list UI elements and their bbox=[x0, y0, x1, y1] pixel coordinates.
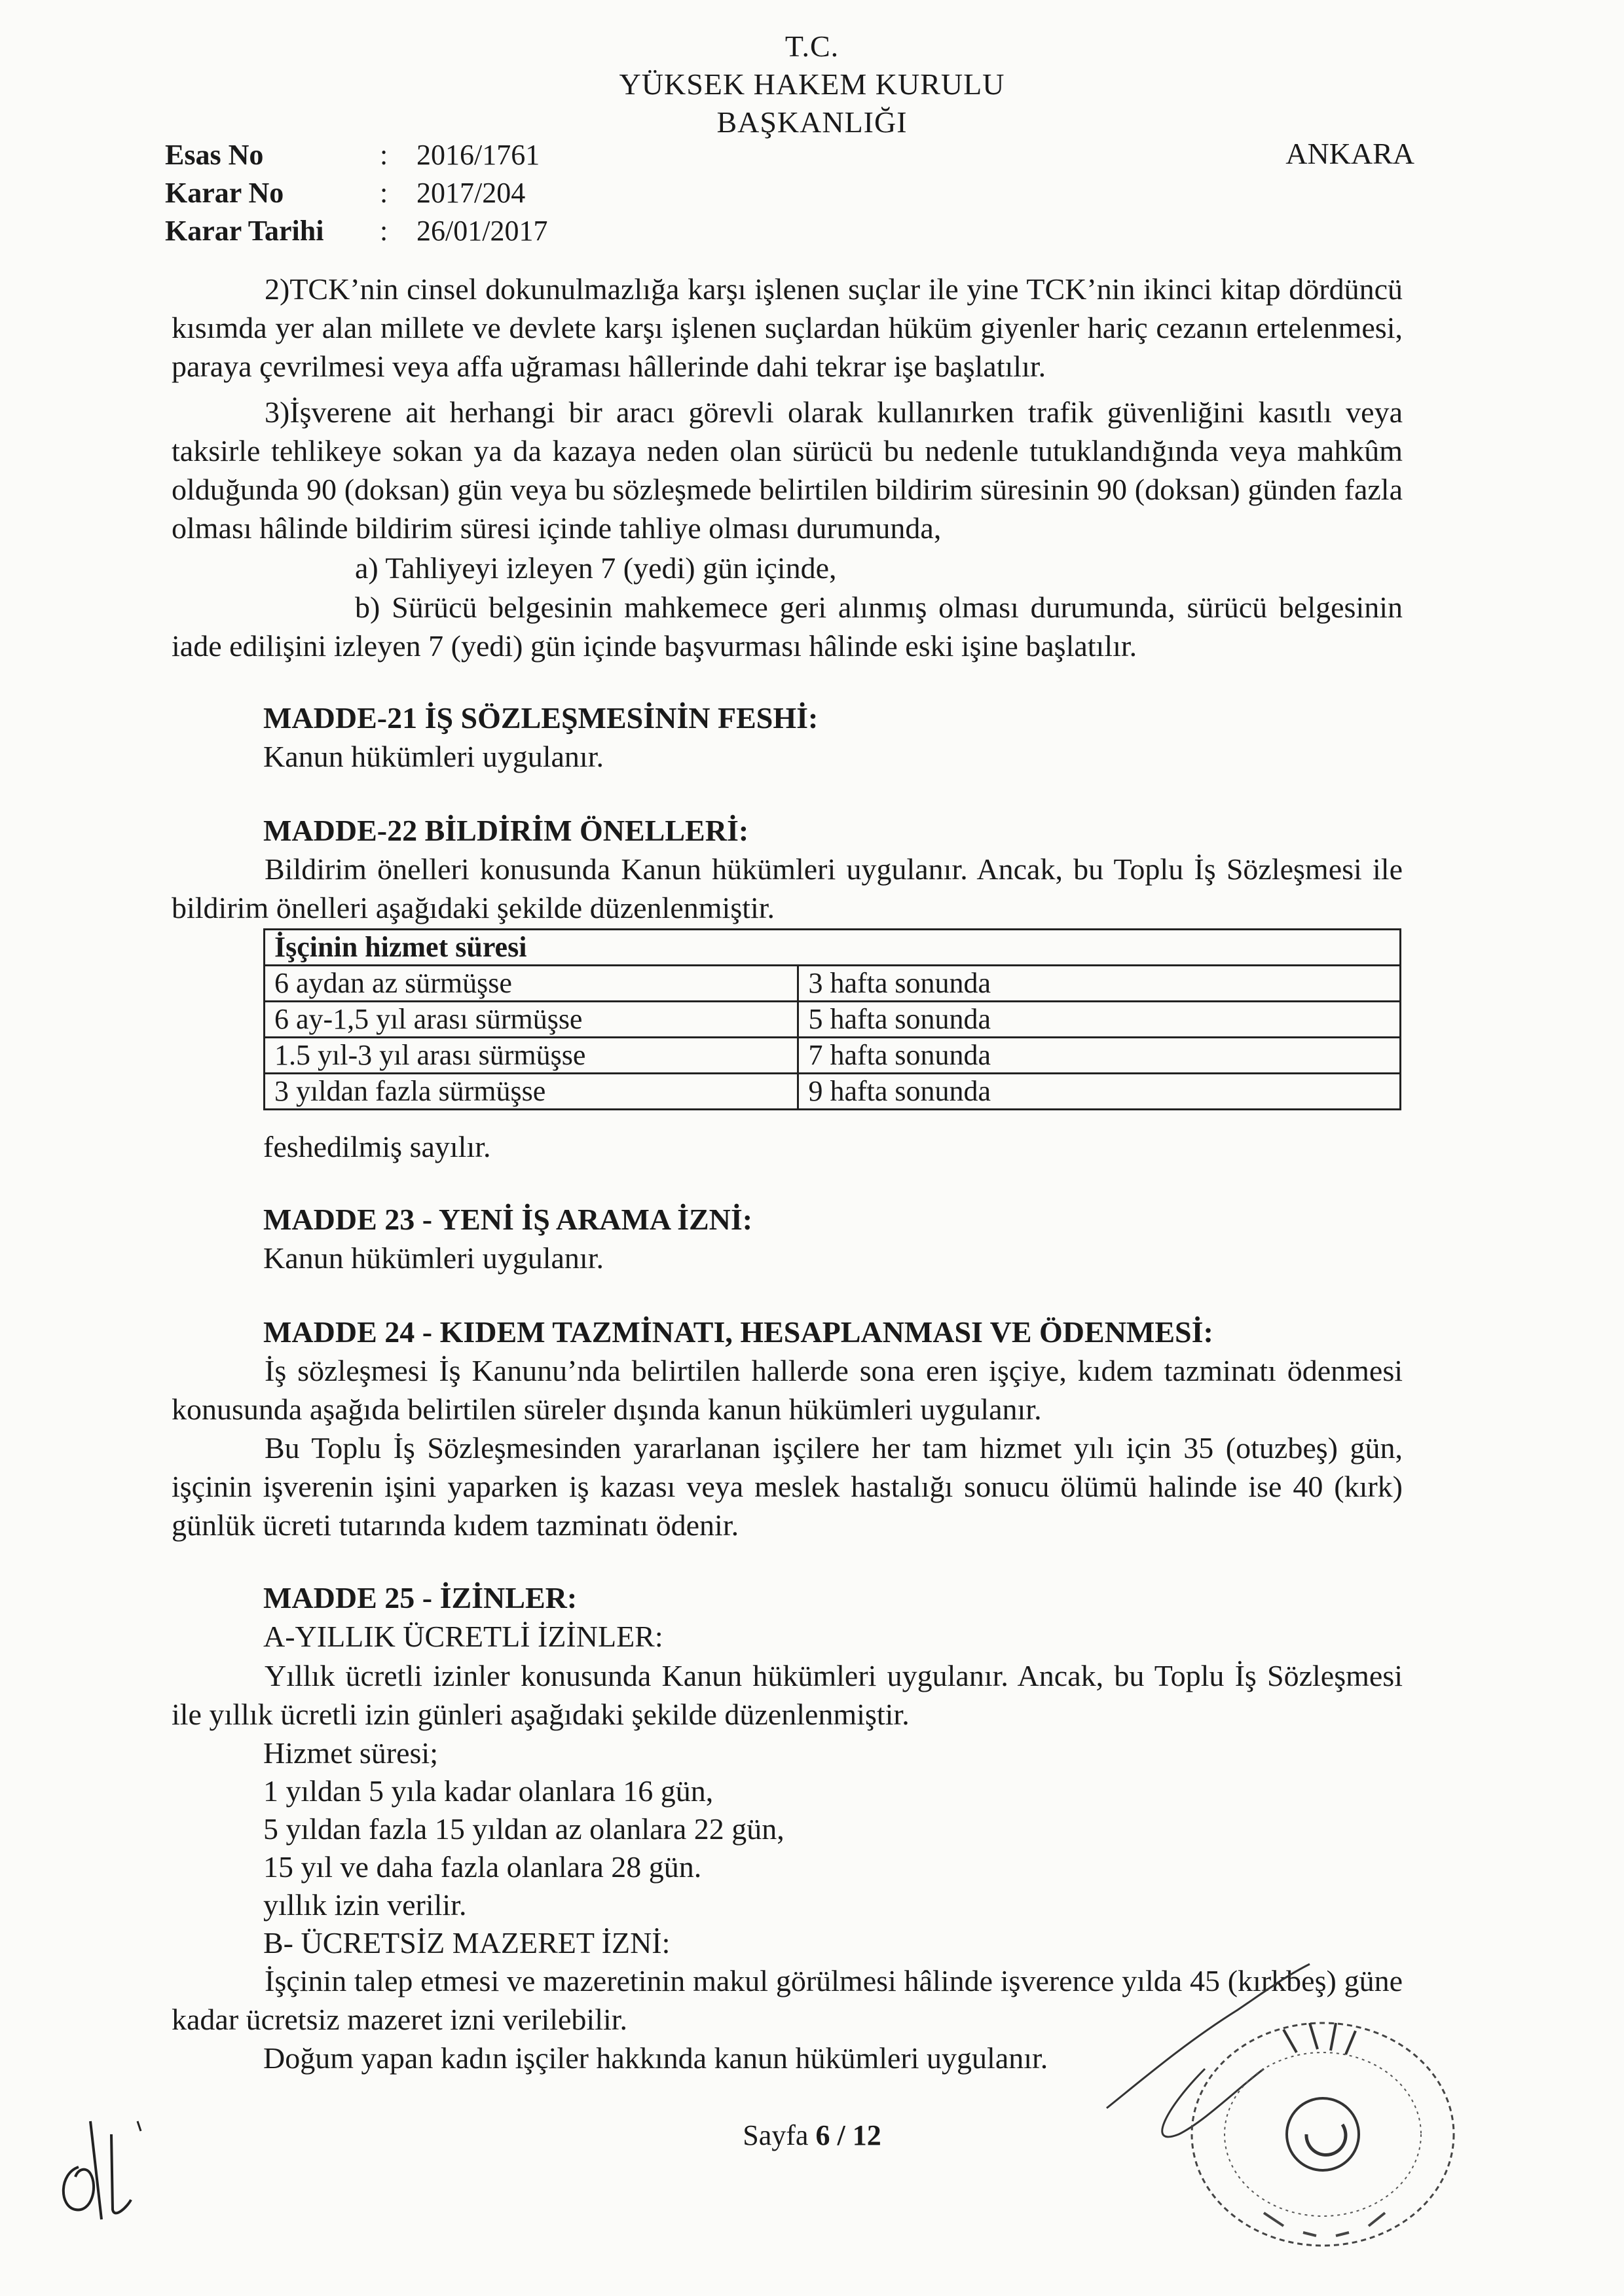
service-label: Hizmet süresi; bbox=[263, 1736, 438, 1770]
table-header-row bbox=[265, 930, 1401, 966]
table-header: İşçinin hizmet süresi bbox=[265, 930, 1401, 966]
article-25-a-text: Yıllık ücretli izinler konusunda Kanun hükümleri uygulanır. Ancak, bu Toplu İş Sözleşmesi ile yıllık ücretli izin günleri aşağıdaki şekilde düzenlenmiştir. bbox=[172, 1659, 1403, 1731]
list-item: 15 yıl ve daha fazla olanlara 28 gün. bbox=[263, 1850, 702, 1884]
table-cell: 3 yıldan fazla sürmüşse bbox=[265, 1074, 798, 1110]
header-office: BAŞKANLIĞI bbox=[716, 105, 908, 139]
table-cell: 3 hafta sonunda bbox=[798, 966, 1401, 1002]
paragraph-tck: 2)TCK’nin cinsel dokunulmazlığa karşı işlenen suçlar ile yine TCK’nin ikinci kitap dördüncü kısımda yer alan millete ve devlete karşı işlenen suçlardan hüküm giyenler hariç cezanın ertelenmesi, paraya çevrilmesi veya affa uğraması hâllerinde dahi tekrar işe başlatılır. bbox=[172, 272, 1403, 383]
article-22-heading: MADDE-22 BİLDİRİM ÖNELLERİ: bbox=[263, 814, 749, 847]
table-row bbox=[265, 966, 1401, 1002]
article-25-b-title: B- ÜCRETSİZ MAZERET İZNİ: bbox=[263, 1926, 671, 1959]
case-meta bbox=[165, 136, 547, 250]
article-24-p1: İş sözleşmesi İş Kanunu’nda belirtilen hallerde sona eren işçiye, kıdem tazminatı ödenmesi konusunda aşağıda belirtilen süreler dışında kanun hükümleri uygulanır. bbox=[172, 1354, 1403, 1426]
table-cell: 6 aydan az sürmüşse bbox=[265, 966, 798, 1002]
paragraph-item-a: a) Tahliyeyi izleyen 7 (yedi) gün içinde, bbox=[355, 551, 837, 585]
table-cell: 7 hafta sonunda bbox=[798, 1038, 1401, 1074]
article-24-p2: Bu Toplu İş Sözleşmesinden yararlanan işçilere her tam hizmet yılı için 35 (otuzbeş) gün, işçinin işverenin işini yaparken iş kazası veya meslek hastalığı sonucu ölümü halinde ise 40 (kırk) günlük ücreti tutarında kıdem tazminatı ödenir. bbox=[172, 1431, 1403, 1542]
header-country: T.C. bbox=[784, 29, 840, 63]
meta-label: Karar Tarihi bbox=[165, 215, 324, 247]
list-item: 1 yıldan 5 yıla kadar olanlara 16 gün, bbox=[263, 1774, 714, 1808]
official-stamp-icon bbox=[1087, 1938, 1493, 2278]
article-25-a-title: A-YILLIK ÜCRETLİ İZİNLER: bbox=[263, 1620, 663, 1653]
article-21-heading: MADDE-21 İŞ SÖZLEŞMESİNİN FESHİ: bbox=[263, 701, 819, 735]
handwritten-initials-icon bbox=[39, 2095, 170, 2239]
article-22-text: Bildirim önelleri konusunda Kanun hükümleri uygulanır. Ancak, bu Toplu İş Sözleşmesi ile bildirim önelleri aşağıdaki şekilde düzenlenmiştir. bbox=[172, 852, 1403, 924]
meta-value: 2016/1761 bbox=[416, 139, 540, 171]
leave-given: yıllık izin verilir. bbox=[263, 1888, 467, 1922]
article-25-b-text2: Doğum yapan kadın işçiler hakkında kanun hükümleri uygulanır. bbox=[263, 2041, 1048, 2075]
table-row bbox=[265, 1002, 1401, 1038]
meta-row-tarih: Karar Tarihi : 26/01/2017 bbox=[165, 212, 547, 250]
article-23-text: Kanun hükümleri uygulanır. bbox=[263, 1241, 604, 1275]
header-institution: YÜKSEK HAKEM KURULU bbox=[619, 67, 1005, 101]
meta-label: Esas No bbox=[165, 139, 264, 171]
meta-row-karar: Karar No : 2017/204 bbox=[165, 174, 547, 212]
meta-value: 2017/204 bbox=[416, 177, 526, 209]
paragraph-driver: 3)İşverene ait herhangi bir aracı görevli olarak kullanırken trafik güvenliğini kasıtlı veya taksirle tehlikeye sokan ya da kazaya neden olan sürücü bu nedenle tutuklandığında veya mahkûm olduğunda 90 (doksan) gün veya bu sözleşmede belirtilen bildirim süresinin 90 (doksan) günden fazla olması hâlinde bildirim süresi içinde tahliye olması durumunda, bbox=[172, 395, 1403, 545]
list-item: 5 yıldan fazla 15 yıldan az olanlara 22 gün, bbox=[263, 1812, 784, 1846]
table-cell: 9 hafta sonunda bbox=[798, 1074, 1401, 1110]
table-row bbox=[265, 1074, 1401, 1110]
header-city: ANKARA bbox=[1285, 137, 1414, 170]
article-25-heading: MADDE 25 - İZİNLER: bbox=[263, 1581, 578, 1614]
meta-value: 26/01/2017 bbox=[416, 215, 548, 247]
table-cell: 1.5 yıl-3 yıl arası sürmüşse bbox=[265, 1038, 798, 1074]
meta-row-esas: Esas No : 2016/1761 bbox=[165, 136, 547, 174]
meta-label: Karar No bbox=[165, 177, 284, 209]
article-25-b-text: İşçinin talep etmesi ve mazeretinin makul görülmesi hâlinde işverence yılda 45 (kırkbeş) güne kadar ücretsiz mazeret izni verilebilir. bbox=[172, 1964, 1403, 2036]
page-number: Sayfa 6 / 12 bbox=[743, 2119, 881, 2151]
table-row bbox=[265, 1038, 1401, 1074]
table-cell: 5 hafta sonunda bbox=[798, 1002, 1401, 1038]
article-23-heading: MADDE 23 - YENİ İŞ ARAMA İZNİ: bbox=[263, 1203, 753, 1236]
article-21-text: Kanun hükümleri uygulanır. bbox=[263, 740, 604, 773]
table-cell: 6 ay-1,5 yıl arası sürmüşse bbox=[265, 1002, 798, 1038]
article-22-after: feshedilmiş sayılır. bbox=[263, 1130, 491, 1163]
notice-period-table bbox=[263, 928, 1401, 1110]
article-24-heading: MADDE 24 - KIDEM TAZMİNATI, HESAPLANMASI VE ÖDENMESİ: bbox=[263, 1315, 1213, 1349]
paragraph-item-b: b) Sürücü belgesinin mahkemece geri alınmış olması durumunda, sürücü belgesinin iade edilişini izleyen 7 (yedi) gün içinde başvurması hâlinde eski işine başlatılır. bbox=[172, 591, 1403, 663]
